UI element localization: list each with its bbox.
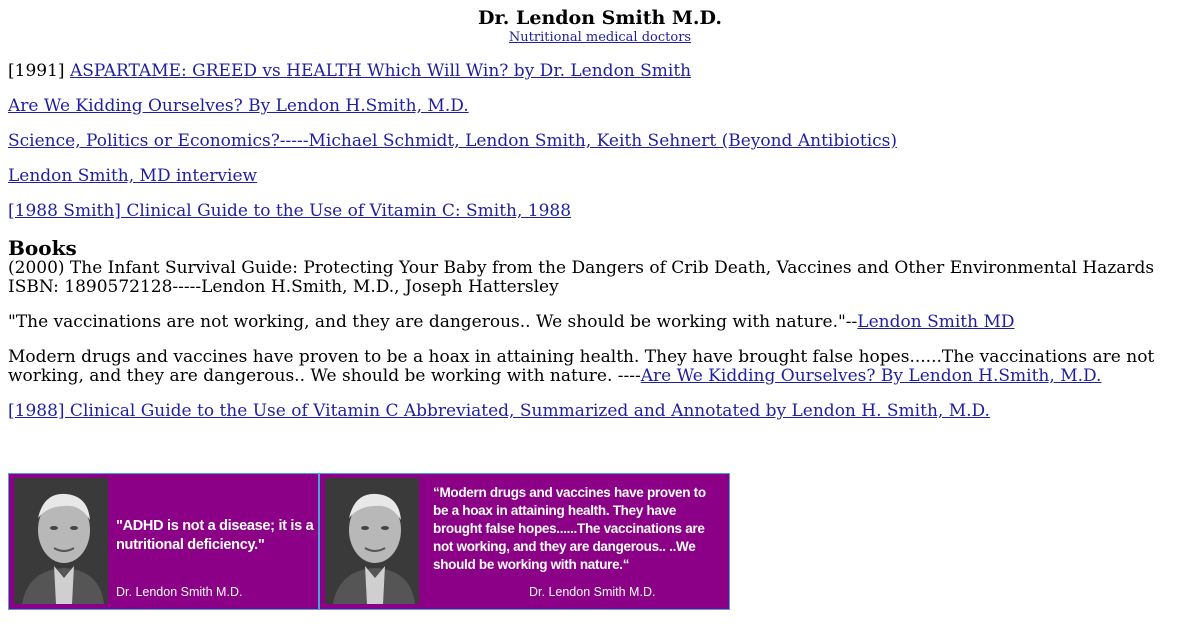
vitamin-c-abbrev-link[interactable]: [1988] Clinical Guide to the Use of Vitamin C Abbreviated, Summarized and Annotated by Lendon H. Smith, M.D. <box>8 401 990 421</box>
banner-right-signature: Dr. Lendon Smith M.D. <box>529 585 656 599</box>
book-entry: (2000) The Infant Survival Guide: Protecting Your Baby from the Dangers of Crib Death, Vaccines and Other Environmental Hazards ISBN: 1890572128-----Lendon H.Smith, M.D., Joseph Hattersley <box>8 258 1155 297</box>
quote-1 <box>8 313 1178 332</box>
aspartame-year: [1991] <box>8 61 70 81</box>
portrait-photo-2 <box>325 478 419 604</box>
banner-panel-vaccines <box>320 474 729 609</box>
vitamin-c-item <box>8 202 1178 221</box>
main-content <box>8 62 1178 437</box>
subtitle-row <box>0 29 1200 47</box>
kidding-ourselves-link-2[interactable]: Are We Kidding Ourselves? By Lendon H.Smith, M.D. <box>640 366 1102 386</box>
science-politics-link[interactable]: Science, Politics or Economics?-----Michael Schmidt, Lendon Smith, Keith Sehnert (Beyond Antibiotics) <box>8 131 898 151</box>
quote-1-text: "The vaccinations are not working, and they are dangerous.. We should be working with nature."-- <box>8 312 858 332</box>
quote-banner-image <box>8 473 730 610</box>
aspartame-link[interactable]: ASPARTAME: GREED vs HEALTH Which Will Win? by Dr. Lendon Smith <box>69 61 692 81</box>
vitamin-c-abbrev-item <box>8 402 1178 421</box>
aspartame-item <box>8 62 1178 81</box>
interview-link[interactable]: Lendon Smith, MD interview <box>8 166 258 186</box>
books-heading: Books <box>8 236 77 260</box>
banner-right-quote: “Modern drugs and vaccines have proven to be a hoax in attaining health. They have brought false hopes......The vaccinations are not working, and they are dangerous.. ..We should be working with nature.“ <box>433 485 706 572</box>
banner-left-quote: "ADHD is not a disease; it is a nutritional deficiency." <box>116 518 314 553</box>
quote-2-text: Modern drugs and vaccines have proven to be a hoax in attaining health. They have brought false hopes......The vaccinations are not working, and they are dangerous.. We should be working with nature. ---- <box>8 347 1155 386</box>
portrait-icon <box>14 478 108 604</box>
quote-2 <box>8 348 1178 386</box>
portrait-icon <box>325 478 419 604</box>
interview-item <box>8 167 1178 186</box>
portrait-photo <box>14 478 108 604</box>
kidding-ourselves-link[interactable]: Are We Kidding Ourselves? By Lendon H.Smith, M.D. <box>8 96 469 116</box>
page-title: Dr. Lendon Smith M.D. <box>478 7 722 29</box>
vitamin-c-guide-link[interactable]: [1988 Smith] Clinical Guide to the Use of Vitamin C: Smith, 1988 <box>8 201 572 221</box>
banner-left-signature: Dr. Lendon Smith M.D. <box>116 585 243 599</box>
page-header <box>0 7 1200 47</box>
science-item <box>8 132 1178 151</box>
kidding-item <box>8 97 1178 116</box>
banner-panel-adhd <box>9 474 320 609</box>
lendon-smith-md-link[interactable]: Lendon Smith MD <box>857 312 1015 332</box>
nutritional-doctors-link[interactable]: Nutritional medical doctors <box>508 30 692 45</box>
